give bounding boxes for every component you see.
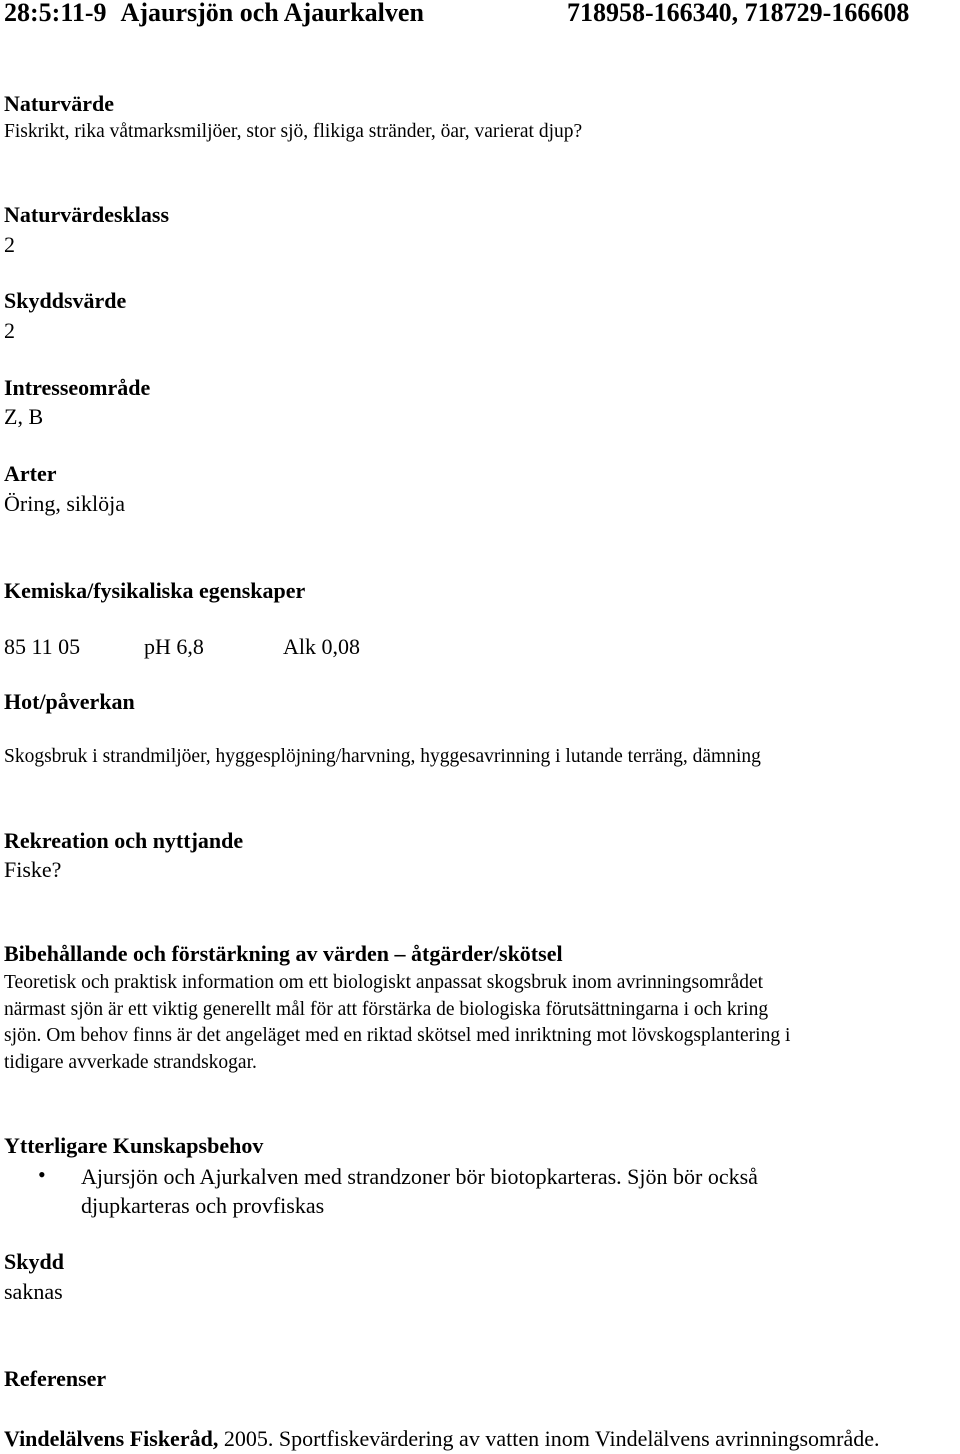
referenser-text: 2005. Sportfiskevärdering av vatten inom Vindelälvens avrinningsområde. bbox=[218, 1426, 880, 1451]
bibehallande-line: sjön. Om behov finns är det angeläget med en riktad skötsel med inriktning mot lövskogsplantering i bbox=[4, 1025, 791, 1046]
bibehallande-paragraph bbox=[4, 970, 960, 1076]
referenser-entry bbox=[4, 1426, 880, 1452]
kemiska-values bbox=[4, 634, 404, 662]
skyddsvarde-value: 2 bbox=[4, 318, 15, 343]
rekreation-text: Fiske? bbox=[4, 857, 62, 882]
skyddsvarde-heading: Skyddsvärde bbox=[4, 288, 127, 313]
naturvarde-text: Fiskrikt, rika våtmarksmiljöer, stor sjö, flikiga stränder, öar, varierat djup? bbox=[4, 121, 583, 142]
referenser-author: Vindelälvens Fiskeråd, bbox=[4, 1426, 219, 1451]
kemiska-ph: pH 6,8 bbox=[144, 634, 204, 659]
bibehallande-line: tidigare avverkade strandskogar. bbox=[4, 1051, 257, 1073]
kunskapsbehov-heading: Ytterligare Kunskapsbehov bbox=[4, 1133, 264, 1158]
hot-heading: Hot/påverkan bbox=[4, 689, 135, 714]
skydd-heading: Skydd bbox=[4, 1249, 64, 1274]
kemiska-date: 85 11 05 bbox=[4, 634, 81, 659]
kunskapsbehov-line: djupkarteras och provfiskas bbox=[81, 1193, 325, 1218]
skydd-value: saknas bbox=[4, 1279, 63, 1304]
naturvarde-heading: Naturvärde bbox=[4, 91, 114, 116]
bibehallande-line: närmast sjön är ett viktig generellt mål för att förstärka de biologiska förutsättningarna i och kring bbox=[4, 998, 769, 1020]
bullet-icon: • bbox=[38, 1162, 46, 1187]
kemiska-heading: Kemiska/fysikaliska egenskaper bbox=[4, 578, 306, 603]
title-coordinates: 718958-166340, 718729-166608 bbox=[567, 0, 910, 27]
arter-heading: Arter bbox=[4, 461, 57, 486]
naturvardesklass-heading: Naturvärdesklass bbox=[4, 202, 170, 227]
bibehallande-line: Teoretisk och praktisk information om ett biologiskt anpassat skogsbruk inom avrinningsområdet bbox=[4, 972, 764, 993]
kemiska-alk: Alk 0,08 bbox=[283, 634, 360, 659]
title-id: 28:5:11-9 bbox=[4, 0, 107, 27]
bibehallande-heading: Bibehållande och förstärkning av värden – åtgärder/skötsel bbox=[4, 941, 563, 966]
naturvardesklass-value: 2 bbox=[4, 232, 15, 257]
intresseomrade-value: Z, B bbox=[4, 404, 44, 429]
kunskapsbehov-line: Ajursjön och Ajurkalven med strandzoner bör biotopkarteras. Sjön bör också bbox=[81, 1164, 758, 1189]
intresseomrade-heading: Intresseområde bbox=[4, 375, 151, 400]
document-title bbox=[4, 0, 910, 28]
rekreation-heading: Rekreation och nyttjande bbox=[4, 828, 244, 853]
title-name: Ajaursjön och Ajaurkalven bbox=[120, 0, 424, 27]
hot-text: Skogsbruk i strandmiljöer, hyggesplöjning/harvning, hyggesavrinning i lutande terräng, dämning bbox=[4, 746, 761, 767]
referenser-heading: Referenser bbox=[4, 1366, 107, 1391]
arter-value: Öring, siklöja bbox=[4, 491, 125, 516]
kunskapsbehov-list-item bbox=[81, 1162, 758, 1220]
